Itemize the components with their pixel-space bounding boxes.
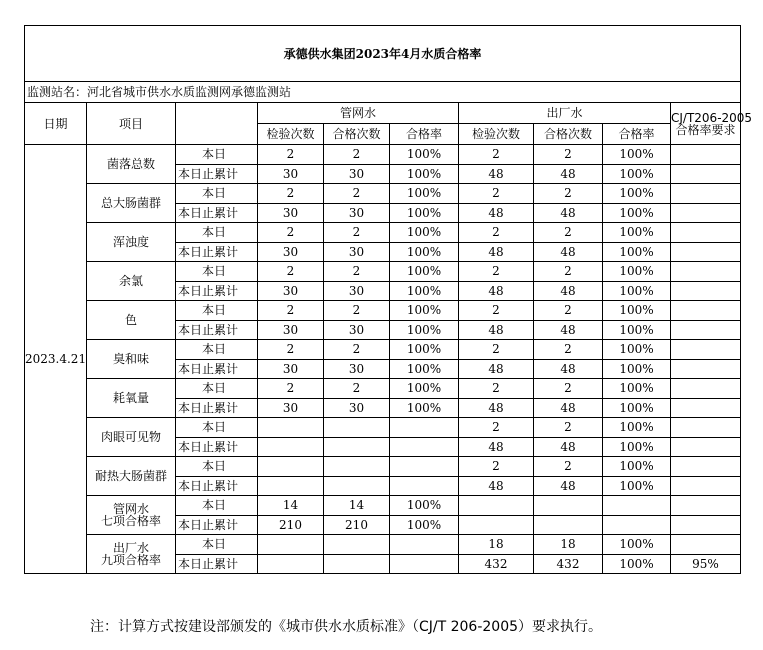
- network-passes: [324, 457, 390, 477]
- standard-cell: [671, 164, 741, 184]
- network-rate: [390, 418, 459, 438]
- table-row: [25, 301, 741, 321]
- period-cumulative: 本日止累计: [176, 281, 258, 301]
- table-row: [25, 184, 741, 204]
- standard-cell: [671, 535, 741, 555]
- factory-tests: 2: [459, 145, 534, 165]
- table-row: [25, 340, 741, 360]
- standard-cell: [671, 340, 741, 360]
- factory-passes: [534, 515, 603, 535]
- period-cumulative: 本日止累计: [176, 398, 258, 418]
- header-factory-tests: 检验次数: [459, 124, 534, 145]
- network-passes: [324, 437, 390, 457]
- summary-name: [87, 535, 176, 574]
- period-cumulative: 本日止累计: [176, 164, 258, 184]
- header-network-passes: 合格次数: [324, 124, 390, 145]
- factory-tests: 48: [459, 359, 534, 379]
- network-passes: [324, 535, 390, 555]
- factory-rate: 100%: [603, 262, 671, 282]
- factory-tests: 2: [459, 379, 534, 399]
- standard-value: 95%: [671, 554, 741, 574]
- standard-cell: [671, 301, 741, 321]
- network-tests: 30: [258, 398, 324, 418]
- network-passes: 210: [324, 515, 390, 535]
- network-tests: 30: [258, 164, 324, 184]
- summary-name-line1: 出厂水: [112, 541, 149, 555]
- network-rate: 100%: [390, 281, 459, 301]
- factory-passes: 48: [534, 398, 603, 418]
- summary-name-line2: 九项合格率: [100, 553, 161, 567]
- factory-passes: 2: [534, 184, 603, 204]
- factory-rate: 100%: [603, 359, 671, 379]
- network-rate: [390, 535, 459, 555]
- network-tests: 2: [258, 340, 324, 360]
- network-passes: 30: [324, 203, 390, 223]
- factory-passes: 432: [534, 554, 603, 574]
- factory-rate: 100%: [603, 242, 671, 262]
- network-passes: 30: [324, 281, 390, 301]
- factory-rate: 100%: [603, 184, 671, 204]
- factory-tests: 48: [459, 281, 534, 301]
- network-passes: [324, 418, 390, 438]
- period-today: 本日: [176, 340, 258, 360]
- network-tests: 14: [258, 496, 324, 516]
- period-cumulative: 本日止累计: [176, 320, 258, 340]
- standard-cell: [671, 476, 741, 496]
- network-rate: 100%: [390, 164, 459, 184]
- factory-tests: 2: [459, 262, 534, 282]
- report-date: 2023.4.21: [25, 145, 87, 574]
- factory-tests: 48: [459, 164, 534, 184]
- factory-tests: 2: [459, 223, 534, 243]
- standard-cell: [671, 262, 741, 282]
- table-row: [25, 262, 741, 282]
- network-tests: [258, 554, 324, 574]
- network-rate: 100%: [390, 515, 459, 535]
- item-name: 耐热大肠菌群: [87, 457, 176, 496]
- table-row: [25, 457, 741, 477]
- period-today: 本日: [176, 379, 258, 399]
- period-today: 本日: [176, 262, 258, 282]
- factory-passes: 2: [534, 340, 603, 360]
- factory-rate: 100%: [603, 223, 671, 243]
- factory-tests: 48: [459, 476, 534, 496]
- period-cumulative: 本日止累计: [176, 359, 258, 379]
- network-passes: 2: [324, 145, 390, 165]
- network-rate: 100%: [390, 320, 459, 340]
- factory-passes: 2: [534, 457, 603, 477]
- factory-rate: 100%: [603, 476, 671, 496]
- standard-cell: [671, 281, 741, 301]
- standard-cell: [671, 515, 741, 535]
- monitoring-station: 监测站名：河北省城市供水水质监测网承德监测站: [25, 82, 741, 103]
- header-standard: [671, 103, 753, 145]
- network-rate: 100%: [390, 242, 459, 262]
- standard-cell: [671, 242, 741, 262]
- factory-passes: 2: [534, 262, 603, 282]
- standard-cell: [671, 203, 741, 223]
- factory-rate: 100%: [603, 418, 671, 438]
- network-rate: 100%: [390, 398, 459, 418]
- factory-rate: 100%: [603, 301, 671, 321]
- factory-rate: 100%: [603, 145, 671, 165]
- standard-cell: [671, 496, 741, 516]
- item-name: 浑浊度: [87, 223, 176, 262]
- network-rate: [390, 437, 459, 457]
- factory-tests: 432: [459, 554, 534, 574]
- header-network-tests: 检验次数: [258, 124, 324, 145]
- network-tests: 30: [258, 203, 324, 223]
- period-today: 本日: [176, 535, 258, 555]
- factory-passes: 48: [534, 437, 603, 457]
- network-passes: 2: [324, 301, 390, 321]
- header-period: [176, 103, 258, 145]
- network-rate: 100%: [390, 301, 459, 321]
- network-tests: 30: [258, 281, 324, 301]
- water-quality-table: [24, 25, 753, 574]
- network-tests: 30: [258, 320, 324, 340]
- factory-rate: 100%: [603, 437, 671, 457]
- factory-tests: 48: [459, 320, 534, 340]
- period-cumulative: 本日止累计: [176, 242, 258, 262]
- network-rate: 100%: [390, 203, 459, 223]
- period-cumulative: 本日止累计: [176, 437, 258, 457]
- factory-rate: 100%: [603, 398, 671, 418]
- factory-rate: 100%: [603, 203, 671, 223]
- standard-label: 合格率要求: [675, 122, 736, 137]
- summary-name-line2: 七项合格率: [100, 514, 161, 528]
- factory-passes: [534, 496, 603, 516]
- period-today: 本日: [176, 496, 258, 516]
- network-passes: 2: [324, 184, 390, 204]
- item-name: 肉眼可见物: [87, 418, 176, 457]
- header-date: 日期: [25, 103, 87, 145]
- network-rate: 100%: [390, 262, 459, 282]
- period-cumulative: 本日止累计: [176, 203, 258, 223]
- standard-cell: [671, 418, 741, 438]
- factory-tests: 2: [459, 457, 534, 477]
- standard-cell: [671, 457, 741, 477]
- period-cumulative: 本日止累计: [176, 515, 258, 535]
- period-today: 本日: [176, 145, 258, 165]
- network-tests: 2: [258, 184, 324, 204]
- period-today: 本日: [176, 457, 258, 477]
- network-tests: 2: [258, 223, 324, 243]
- factory-tests: 2: [459, 340, 534, 360]
- period-today: 本日: [176, 223, 258, 243]
- factory-rate: [603, 515, 671, 535]
- footnote: 注：计算方式按建设部颁发的《城市供水水质标准》（CJ/T 206-2005）要求执行。: [90, 619, 603, 635]
- table-row: [25, 418, 741, 438]
- factory-passes: 48: [534, 242, 603, 262]
- factory-rate: 100%: [603, 281, 671, 301]
- factory-rate: 100%: [603, 340, 671, 360]
- factory-tests: 48: [459, 398, 534, 418]
- factory-rate: 100%: [603, 535, 671, 555]
- factory-rate: 100%: [603, 379, 671, 399]
- header-network-rate: 合格率: [390, 124, 459, 145]
- network-passes: [324, 554, 390, 574]
- network-tests: [258, 535, 324, 555]
- item-name: 臭和味: [87, 340, 176, 379]
- factory-tests: 18: [459, 535, 534, 555]
- network-rate: [390, 476, 459, 496]
- item-name: 耗氧量: [87, 379, 176, 418]
- header-network-water: 管网水: [258, 103, 459, 124]
- network-rate: 100%: [390, 496, 459, 516]
- network-rate: 100%: [390, 184, 459, 204]
- factory-passes: 48: [534, 164, 603, 184]
- network-tests: 30: [258, 359, 324, 379]
- period-today: 本日: [176, 301, 258, 321]
- network-tests: 30: [258, 242, 324, 262]
- period-today: 本日: [176, 418, 258, 438]
- network-tests: 2: [258, 379, 324, 399]
- network-tests: [258, 476, 324, 496]
- table-row: [25, 223, 741, 243]
- standard-cell: [671, 223, 741, 243]
- water-quality-report: [24, 25, 753, 574]
- period-cumulative: 本日止累计: [176, 554, 258, 574]
- header-factory-rate: 合格率: [603, 124, 671, 145]
- factory-rate: 100%: [603, 554, 671, 574]
- network-passes: 30: [324, 242, 390, 262]
- item-name: 总大肠菌群: [87, 184, 176, 223]
- standard-cell: [671, 320, 741, 340]
- item-name: 色: [87, 301, 176, 340]
- network-tests: 210: [258, 515, 324, 535]
- factory-passes: 2: [534, 379, 603, 399]
- factory-passes: 18: [534, 535, 603, 555]
- standard-code: CJ/T206-2005: [671, 110, 753, 125]
- network-passes: 2: [324, 223, 390, 243]
- factory-rate: 100%: [603, 320, 671, 340]
- factory-passes: 48: [534, 320, 603, 340]
- summary-row: [25, 535, 741, 555]
- factory-tests: 2: [459, 184, 534, 204]
- factory-passes: 2: [534, 223, 603, 243]
- factory-passes: 2: [534, 301, 603, 321]
- network-tests: [258, 457, 324, 477]
- network-passes: 30: [324, 164, 390, 184]
- factory-tests: [459, 496, 534, 516]
- network-tests: 2: [258, 145, 324, 165]
- factory-tests: 48: [459, 203, 534, 223]
- period-cumulative: 本日止累计: [176, 476, 258, 496]
- network-tests: 2: [258, 262, 324, 282]
- network-passes: 2: [324, 340, 390, 360]
- network-rate: 100%: [390, 359, 459, 379]
- header-factory-water: 出厂水: [459, 103, 671, 124]
- factory-passes: 2: [534, 418, 603, 438]
- network-passes: 30: [324, 359, 390, 379]
- network-rate: [390, 457, 459, 477]
- factory-passes: 48: [534, 203, 603, 223]
- network-passes: 2: [324, 262, 390, 282]
- standard-cell: [671, 398, 741, 418]
- summary-row: [25, 496, 741, 516]
- network-tests: 2: [258, 301, 324, 321]
- header-factory-passes: 合格次数: [534, 124, 603, 145]
- network-passes: 14: [324, 496, 390, 516]
- network-passes: 30: [324, 398, 390, 418]
- factory-rate: [603, 496, 671, 516]
- factory-rate: 100%: [603, 164, 671, 184]
- standard-cell: [671, 359, 741, 379]
- network-rate: [390, 554, 459, 574]
- network-tests: [258, 418, 324, 438]
- network-passes: 2: [324, 379, 390, 399]
- factory-tests: 2: [459, 301, 534, 321]
- factory-tests: 48: [459, 242, 534, 262]
- network-rate: 100%: [390, 223, 459, 243]
- factory-passes: 48: [534, 476, 603, 496]
- network-rate: 100%: [390, 379, 459, 399]
- factory-passes: 48: [534, 281, 603, 301]
- period-today: 本日: [176, 184, 258, 204]
- summary-name: [87, 496, 176, 535]
- standard-cell: [671, 145, 741, 165]
- standard-cell: [671, 379, 741, 399]
- network-rate: 100%: [390, 145, 459, 165]
- network-passes: [324, 476, 390, 496]
- item-name: 余氯: [87, 262, 176, 301]
- network-rate: 100%: [390, 340, 459, 360]
- network-passes: 30: [324, 320, 390, 340]
- standard-cell: [671, 184, 741, 204]
- table-row: [25, 379, 741, 399]
- header-item: 项目: [87, 103, 176, 145]
- standard-cell: [671, 437, 741, 457]
- factory-tests: [459, 515, 534, 535]
- network-tests: [258, 437, 324, 457]
- table-row: [25, 145, 741, 165]
- factory-rate: 100%: [603, 457, 671, 477]
- factory-passes: 2: [534, 145, 603, 165]
- summary-name-line1: 管网水: [112, 502, 149, 516]
- factory-passes: 48: [534, 359, 603, 379]
- item-name: 菌落总数: [87, 145, 176, 184]
- factory-tests: 48: [459, 437, 534, 457]
- report-title: 承德供水集团2023年4月水质合格率: [25, 26, 741, 82]
- factory-tests: 2: [459, 418, 534, 438]
